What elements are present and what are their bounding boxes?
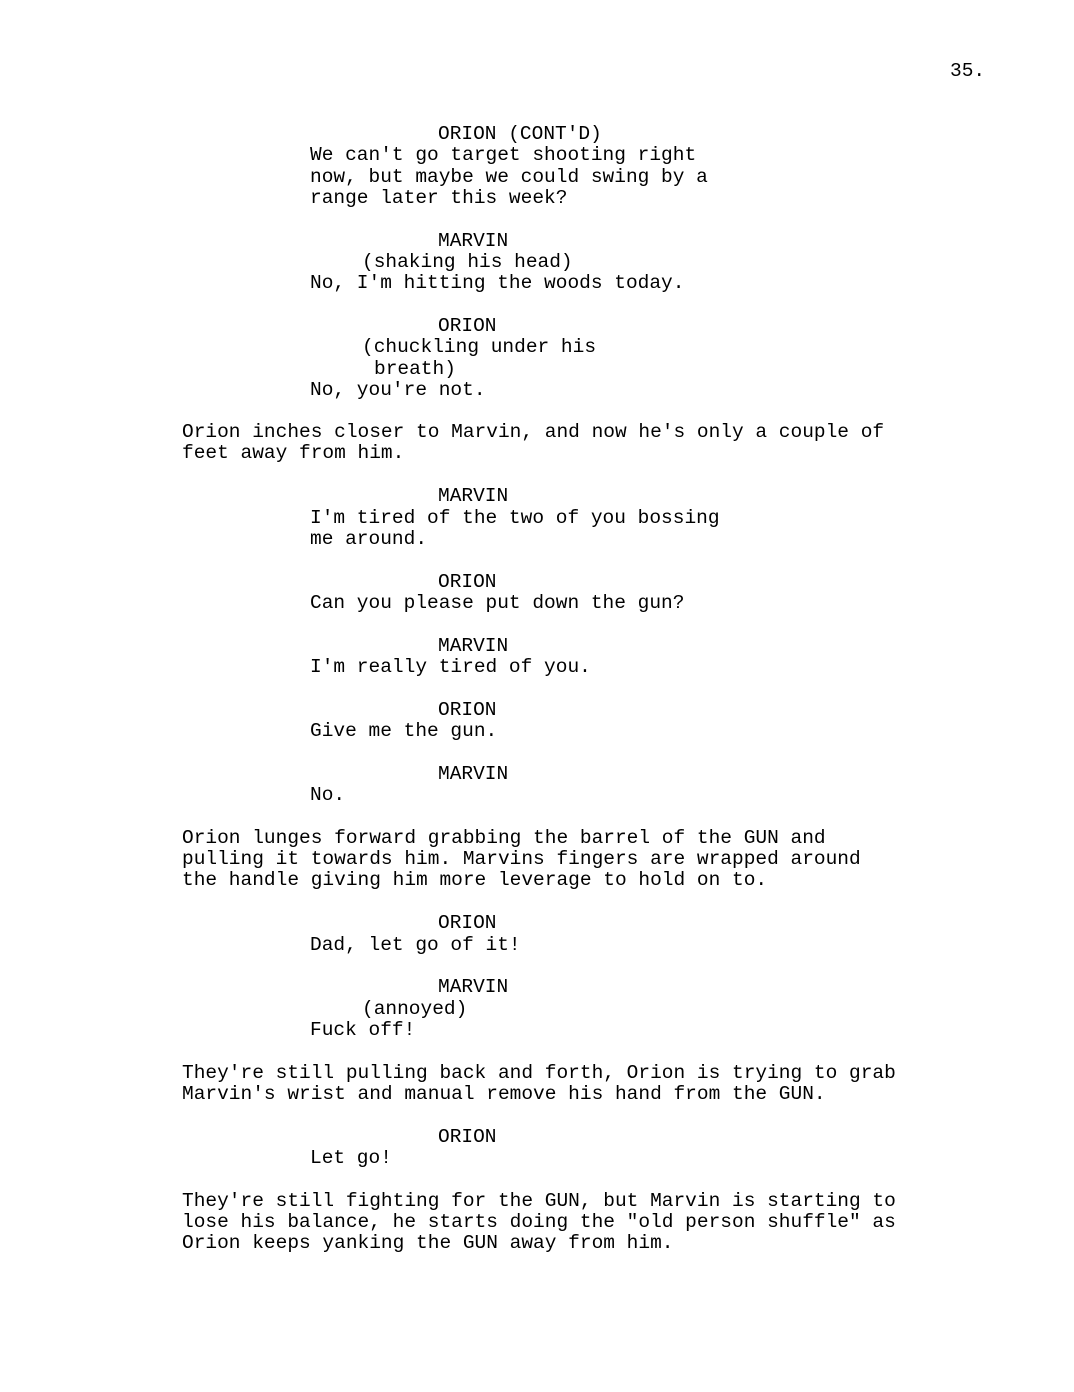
dialogue-line: Can you please put down the gun? xyxy=(310,592,685,614)
dialogue-line: We can't go target shooting right xyxy=(310,144,697,166)
action-line: Orion lunges forward grabbing the barrel of the GUN and xyxy=(182,827,826,849)
action-line: Orion inches closer to Marvin, and now he's only a couple of xyxy=(182,421,885,443)
dialogue-line: me around. xyxy=(310,528,428,550)
dialogue-line: Give me the gun. xyxy=(310,720,498,742)
dialogue-line: Let go! xyxy=(310,1147,392,1169)
dialogue-line: Dad, let go of it! xyxy=(310,934,521,956)
parenthetical: breath) xyxy=(374,358,456,380)
character-cue: ORION xyxy=(438,699,497,721)
action-line: lose his balance, he starts doing the "old person shuffle" as xyxy=(182,1211,896,1233)
dialogue-line: I'm tired of the two of you bossing xyxy=(310,507,720,529)
parenthetical: (chuckling under his xyxy=(362,336,597,358)
action-line: feet away from him. xyxy=(182,442,405,464)
action-line: Orion keeps yanking the GUN away from him. xyxy=(182,1232,674,1254)
parenthetical: (shaking his head) xyxy=(362,251,573,273)
character-cue: ORION xyxy=(438,571,497,593)
parenthetical: (annoyed) xyxy=(362,998,468,1020)
character-cue: ORION (CONT'D) xyxy=(438,123,602,145)
dialogue-line: No, you're not. xyxy=(310,379,486,401)
dialogue-line: now, but maybe we could swing by a xyxy=(310,166,708,188)
action-line: They're still pulling back and forth, Orion is trying to grab xyxy=(182,1062,896,1084)
dialogue-line: I'm really tired of you. xyxy=(310,656,591,678)
dialogue-line: range later this week? xyxy=(310,187,568,209)
character-cue: MARVIN xyxy=(438,230,509,252)
action-line: They're still fighting for the GUN, but Marvin is starting to xyxy=(182,1190,896,1212)
action-line: Marvin's wrist and manual remove his hand from the GUN. xyxy=(182,1083,826,1105)
character-cue: MARVIN xyxy=(438,976,509,998)
character-cue: MARVIN xyxy=(438,635,509,657)
character-cue: ORION xyxy=(438,315,497,337)
character-cue: ORION xyxy=(438,1126,497,1148)
character-cue: MARVIN xyxy=(438,763,509,785)
dialogue-line: No, I'm hitting the woods today. xyxy=(310,272,685,294)
character-cue: MARVIN xyxy=(438,485,509,507)
dialogue-line: Fuck off! xyxy=(310,1019,416,1041)
dialogue-line: No. xyxy=(310,784,346,806)
page-number: 35. xyxy=(950,60,986,82)
action-line: the handle giving him more leverage to hold on to. xyxy=(182,869,768,891)
character-cue: ORION xyxy=(438,912,497,934)
action-line: pulling it towards him. Marvins fingers are wrapped around xyxy=(182,848,861,870)
